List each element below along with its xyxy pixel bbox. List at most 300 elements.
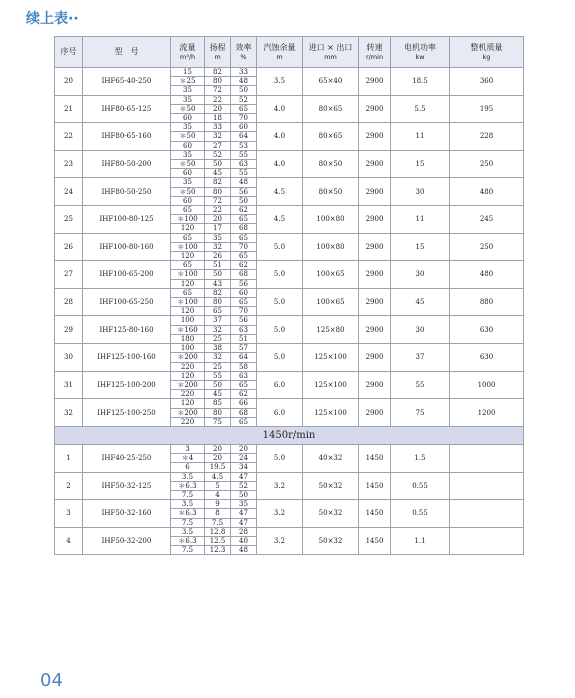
speed-cell: 2900 [359, 261, 391, 289]
head-cell: 4 [205, 490, 231, 499]
column-header [55, 37, 83, 68]
npsh-cell: 4.0 [257, 123, 303, 151]
head-cell: 80 [205, 298, 231, 307]
flow-cell [171, 417, 205, 426]
motor-power-cell: 1.1 [391, 527, 450, 555]
column-header-unit: r/min [365, 53, 384, 61]
mass-cell [450, 500, 524, 528]
flow-value: 3.5 [181, 472, 194, 481]
model-name: IHF80-65-125 [83, 95, 171, 123]
column-header-label: 电机功率 [404, 43, 436, 52]
model-name: IHF80-50-250 [83, 178, 171, 206]
efficiency-cell: 66 [231, 399, 257, 408]
inlet-outlet-cell: 80×50 [303, 150, 359, 178]
flow-cell [171, 224, 205, 233]
mass-cell: 880 [450, 288, 524, 316]
flow-cell [171, 362, 205, 371]
efficiency-cell: 47 [231, 472, 257, 481]
head-cell: 12.8 [205, 527, 231, 536]
flow-cell [171, 481, 205, 490]
row-number: 32 [55, 399, 83, 427]
efficiency-cell: 48 [231, 77, 257, 86]
efficiency-cell: 58 [231, 362, 257, 371]
flow-cell [171, 344, 205, 353]
flow-value: 7.5 [181, 518, 194, 527]
efficiency-cell: 50 [231, 490, 257, 499]
flow-cell [171, 454, 205, 463]
flow-value: 35 [183, 178, 192, 187]
flow-cell [171, 261, 205, 270]
speed-cell: 1450 [359, 444, 391, 472]
inlet-outlet-cell: 80×65 [303, 123, 359, 151]
flow-value: 220 [180, 390, 195, 399]
model-name: IHF80-65-160 [83, 123, 171, 151]
column-header [231, 37, 257, 68]
motor-power-cell: 45 [391, 288, 450, 316]
npsh-cell: 4.5 [257, 206, 303, 234]
head-cell: 50 [205, 160, 231, 169]
column-header-unit: % [240, 53, 247, 61]
flow-cell [171, 233, 205, 242]
efficiency-cell: 65 [231, 104, 257, 113]
flow-value: 4 [188, 454, 194, 463]
model-name: IHF50-32-160 [83, 500, 171, 528]
rated-point-mark: ＊ [177, 298, 185, 307]
efficiency-cell: 65 [231, 215, 257, 224]
row-number: 24 [55, 178, 83, 206]
mass-cell: 250 [450, 150, 524, 178]
flow-value: 35 [183, 95, 192, 104]
motor-power-cell: 5.5 [391, 95, 450, 123]
efficiency-cell: 63 [231, 325, 257, 334]
head-cell: 85 [205, 399, 231, 408]
inlet-outlet-cell: 50×32 [303, 527, 359, 555]
speed-cell: 2900 [359, 371, 391, 399]
efficiency-cell: 70 [231, 307, 257, 316]
efficiency-cell: 55 [231, 169, 257, 178]
inlet-outlet-cell: 125×100 [303, 371, 359, 399]
efficiency-cell: 60 [231, 288, 257, 297]
flow-value: 60 [183, 169, 192, 178]
flow-cell [171, 536, 205, 545]
motor-power-cell: 30 [391, 178, 450, 206]
efficiency-cell: 65 [231, 298, 257, 307]
efficiency-cell: 65 [231, 380, 257, 389]
efficiency-cell: 70 [231, 114, 257, 123]
speed-cell: 2900 [359, 399, 391, 427]
mass-cell: 245 [450, 206, 524, 234]
mass-cell: 250 [450, 233, 524, 261]
flow-value: 160 [184, 325, 198, 334]
flow-value: 100 [184, 242, 198, 251]
speed-cell: 2900 [359, 95, 391, 123]
flow-cell [171, 316, 205, 325]
column-header [83, 37, 171, 68]
flow-cell [171, 371, 205, 380]
head-cell: 20 [205, 215, 231, 224]
flow-value: 15 [183, 68, 192, 76]
flow-value: 120 [180, 252, 195, 261]
inlet-outlet-cell: 125×100 [303, 399, 359, 427]
efficiency-cell: 53 [231, 141, 257, 150]
head-cell: 25 [205, 362, 231, 371]
model-name: IHF80-50-200 [83, 150, 171, 178]
column-header [303, 37, 359, 68]
flow-value: 60 [183, 114, 192, 123]
efficiency-cell: 50 [231, 196, 257, 205]
rated-point-mark: ＊ [177, 325, 185, 334]
rated-point-mark: ＊ [179, 104, 187, 113]
head-cell: 19.5 [205, 463, 231, 472]
flow-value: 65 [183, 206, 192, 215]
head-cell: 33 [205, 123, 231, 132]
speed-cell: 2900 [359, 150, 391, 178]
flow-cell [171, 187, 205, 196]
head-cell: 45 [205, 169, 231, 178]
model-name: IHF100-65-200 [83, 261, 171, 289]
speed-cell: 1450 [359, 500, 391, 528]
motor-power-cell: 1.5 [391, 444, 450, 472]
flow-cell [171, 270, 205, 279]
head-cell: 8 [205, 509, 231, 518]
npsh-cell: 5.0 [257, 444, 303, 472]
head-cell: 82 [205, 288, 231, 297]
mass-cell: 195 [450, 95, 524, 123]
flow-cell [171, 206, 205, 215]
rated-point-mark: ＊ [181, 454, 189, 463]
flow-cell [171, 242, 205, 251]
efficiency-cell: 56 [231, 187, 257, 196]
flow-value: 120 [180, 307, 195, 316]
motor-power-cell: 15 [391, 150, 450, 178]
efficiency-cell: 55 [231, 150, 257, 159]
efficiency-cell: 63 [231, 371, 257, 380]
flow-value: 6.3 [185, 536, 197, 545]
section-row-1450 [55, 426, 524, 444]
head-cell: 12.3 [205, 546, 231, 555]
efficiency-cell: 68 [231, 270, 257, 279]
head-cell: 32 [205, 353, 231, 362]
model-name: IHF125-100-200 [83, 371, 171, 399]
mass-cell: 228 [450, 123, 524, 151]
flow-value: 65 [183, 233, 192, 242]
table-row [55, 316, 524, 325]
rated-point-mark: ＊ [178, 509, 186, 518]
flow-value: 180 [180, 334, 195, 343]
flow-cell [171, 399, 205, 408]
npsh-cell: 5.0 [257, 261, 303, 289]
speed-cell: 2900 [359, 344, 391, 372]
flow-cell [171, 160, 205, 169]
column-header [257, 37, 303, 68]
column-header-label: 型 号 [114, 47, 139, 56]
efficiency-cell: 64 [231, 132, 257, 141]
flow-cell [171, 325, 205, 334]
column-header-unit: m [276, 53, 283, 61]
head-cell: 50 [205, 380, 231, 389]
efficiency-cell: 62 [231, 390, 257, 399]
motor-power-cell: 15 [391, 233, 450, 261]
model-name: IHF125-100-250 [83, 399, 171, 427]
head-cell: 65 [205, 307, 231, 316]
flow-cell [171, 390, 205, 399]
flow-value: 3.5 [181, 500, 194, 509]
row-number: 20 [55, 68, 83, 96]
flow-cell [171, 527, 205, 536]
head-cell: 43 [205, 279, 231, 288]
head-cell: 72 [205, 196, 231, 205]
flow-value: 220 [180, 417, 195, 426]
model-name: IHF100-80-125 [83, 206, 171, 234]
head-cell: 5 [205, 481, 231, 490]
head-cell: 7.5 [205, 518, 231, 527]
head-cell: 22 [205, 206, 231, 215]
flow-value: 100 [184, 298, 198, 307]
flow-cell [171, 196, 205, 205]
npsh-cell: 3.2 [257, 527, 303, 555]
flow-cell [171, 95, 205, 104]
rated-point-mark: ＊ [179, 77, 187, 86]
flow-value: 100 [180, 316, 195, 325]
npsh-cell: 5.0 [257, 344, 303, 372]
table-row [55, 288, 524, 297]
inlet-outlet-cell: 125×80 [303, 316, 359, 344]
inlet-outlet-cell: 100×80 [303, 206, 359, 234]
table-row [55, 178, 524, 187]
flow-cell [171, 472, 205, 481]
head-cell: 25 [205, 334, 231, 343]
flow-cell [171, 132, 205, 141]
efficiency-cell: 62 [231, 206, 257, 215]
speed-cell: 2900 [359, 233, 391, 261]
head-cell: 22 [205, 95, 231, 104]
efficiency-cell: 47 [231, 518, 257, 527]
npsh-cell: 3.2 [257, 472, 303, 500]
column-header-label: 扬程 [209, 43, 226, 52]
speed-cell: 2900 [359, 68, 391, 96]
table-row [55, 500, 524, 509]
flow-cell [171, 518, 205, 527]
flow-cell [171, 178, 205, 187]
rated-point-mark: ＊ [178, 536, 186, 545]
flow-value: 3 [185, 444, 190, 453]
head-cell: 51 [205, 261, 231, 270]
efficiency-cell: 34 [231, 463, 257, 472]
mass-cell [450, 527, 524, 555]
model-name: IHF125-100-160 [83, 344, 171, 372]
efficiency-cell: 62 [231, 261, 257, 270]
speed-cell: 1450 [359, 472, 391, 500]
rated-point-mark: ＊ [177, 242, 185, 251]
mass-cell: 630 [450, 316, 524, 344]
efficiency-cell: 68 [231, 408, 257, 417]
speed-cell: 2900 [359, 123, 391, 151]
head-cell: 80 [205, 77, 231, 86]
head-cell: 32 [205, 242, 231, 251]
column-header-unit: m³/h [179, 53, 196, 61]
flow-cell [171, 490, 205, 499]
head-cell: 18 [205, 114, 231, 123]
flow-cell [171, 141, 205, 150]
table-row [55, 95, 524, 104]
rated-point-mark: ＊ [178, 481, 186, 490]
inlet-outlet-cell: 100×65 [303, 261, 359, 289]
head-cell: 32 [205, 132, 231, 141]
column-header-unit: kw [415, 53, 425, 61]
flow-value: 120 [180, 279, 195, 288]
speed-cell: 2900 [359, 178, 391, 206]
row-number: 25 [55, 206, 83, 234]
mass-cell [450, 472, 524, 500]
motor-power-cell: 0.55 [391, 472, 450, 500]
head-cell: 4.5 [205, 472, 231, 481]
flow-cell [171, 509, 205, 518]
head-cell: 55 [205, 371, 231, 380]
efficiency-cell: 56 [231, 279, 257, 288]
flow-cell [171, 380, 205, 389]
flow-cell [171, 279, 205, 288]
column-header [359, 37, 391, 68]
efficiency-cell: 47 [231, 509, 257, 518]
head-cell: 75 [205, 417, 231, 426]
model-name: IHF100-80-160 [83, 233, 171, 261]
row-number: 23 [55, 150, 83, 178]
head-cell: 9 [205, 500, 231, 509]
speed-cell: 1450 [359, 527, 391, 555]
head-cell: 17 [205, 224, 231, 233]
model-name: IHF100-65-250 [83, 288, 171, 316]
efficiency-cell: 24 [231, 454, 257, 463]
model-name: IHF40-25-250 [83, 444, 171, 472]
efficiency-cell: 48 [231, 546, 257, 555]
flow-value: 3.5 [181, 527, 194, 536]
speed-cell: 2900 [359, 206, 391, 234]
table-row [55, 261, 524, 270]
table-row [55, 150, 524, 159]
table-row [55, 444, 524, 453]
npsh-cell: 6.0 [257, 371, 303, 399]
efficiency-cell: 65 [231, 417, 257, 426]
flow-cell [171, 150, 205, 159]
speed-cell: 2900 [359, 288, 391, 316]
column-header [205, 37, 231, 68]
flow-value: 50 [186, 132, 196, 141]
row-number: 1 [55, 444, 83, 472]
efficiency-cell: 52 [231, 481, 257, 490]
inlet-outlet-cell: 50×32 [303, 500, 359, 528]
head-cell: 45 [205, 390, 231, 399]
column-header-label: 汽蚀余量 [263, 43, 296, 52]
npsh-cell: 4.5 [257, 178, 303, 206]
page-title: 续上表·· [26, 11, 79, 27]
efficiency-cell: 70 [231, 242, 257, 251]
row-number: 22 [55, 123, 83, 151]
npsh-cell: 5.0 [257, 316, 303, 344]
row-number: 28 [55, 288, 83, 316]
flow-cell [171, 68, 205, 77]
flow-value: 35 [183, 123, 192, 132]
mass-cell: 480 [450, 261, 524, 289]
flow-cell [171, 86, 205, 95]
column-header-unit: mm [324, 53, 337, 61]
efficiency-cell: 35 [231, 500, 257, 509]
efficiency-cell: 57 [231, 344, 257, 353]
efficiency-cell: 63 [231, 160, 257, 169]
mass-cell [450, 444, 524, 472]
flow-value: 6.3 [185, 481, 197, 490]
row-number: 29 [55, 316, 83, 344]
flow-value: 35 [183, 150, 192, 159]
flow-cell [171, 444, 205, 453]
head-cell: 82 [205, 178, 231, 187]
flow-cell [171, 463, 205, 472]
inlet-outlet-cell: 40×32 [303, 444, 359, 472]
table-row [55, 123, 524, 132]
rated-point-mark: ＊ [177, 408, 185, 417]
efficiency-cell: 68 [231, 224, 257, 233]
row-number: 27 [55, 261, 83, 289]
row-number: 21 [55, 95, 83, 123]
flow-value: 120 [180, 224, 195, 233]
efficiency-cell: 20 [231, 444, 257, 453]
flow-value: 65 [183, 261, 192, 270]
efficiency-cell: 64 [231, 353, 257, 362]
motor-power-cell: 18.5 [391, 68, 450, 96]
npsh-cell: 4.0 [257, 150, 303, 178]
flow-cell [171, 77, 205, 86]
column-header-label: 进口 × 出口 [308, 43, 353, 52]
head-cell: 52 [205, 150, 231, 159]
rated-point-mark: ＊ [179, 187, 187, 196]
head-cell: 35 [205, 233, 231, 242]
row-number: 2 [55, 472, 83, 500]
model-name: IHF125-80-160 [83, 316, 171, 344]
efficiency-cell: 60 [231, 123, 257, 132]
rated-point-mark: ＊ [179, 160, 187, 169]
section-label: 1450r/min [55, 426, 524, 444]
motor-power-cell: 37 [391, 344, 450, 372]
flow-value: 50 [186, 104, 196, 113]
flow-cell [171, 114, 205, 123]
rated-point-mark: ＊ [177, 353, 185, 362]
flow-cell [171, 104, 205, 113]
column-header [391, 37, 450, 68]
motor-power-cell: 75 [391, 399, 450, 427]
flow-value: 60 [183, 196, 192, 205]
flow-cell [171, 215, 205, 224]
head-cell: 32 [205, 325, 231, 334]
rated-point-mark: ＊ [177, 380, 185, 389]
speed-cell: 2900 [359, 316, 391, 344]
column-header-unit: kg [482, 53, 491, 61]
rated-point-mark: ＊ [177, 215, 185, 224]
flow-value: 200 [184, 408, 198, 417]
flow-cell [171, 298, 205, 307]
head-cell: 20 [205, 444, 231, 453]
head-cell: 50 [205, 270, 231, 279]
head-cell: 20 [205, 104, 231, 113]
head-cell: 20 [205, 454, 231, 463]
inlet-outlet-cell: 50×32 [303, 472, 359, 500]
model-name: IHF65-40-250 [83, 68, 171, 96]
table-row [55, 472, 524, 481]
table-row [55, 399, 524, 408]
flow-value: 200 [184, 353, 198, 362]
pump-spec-table [54, 36, 523, 555]
rated-point-mark: ＊ [179, 132, 187, 141]
inlet-outlet-cell: 100×80 [303, 233, 359, 261]
motor-power-cell: 11 [391, 123, 450, 151]
